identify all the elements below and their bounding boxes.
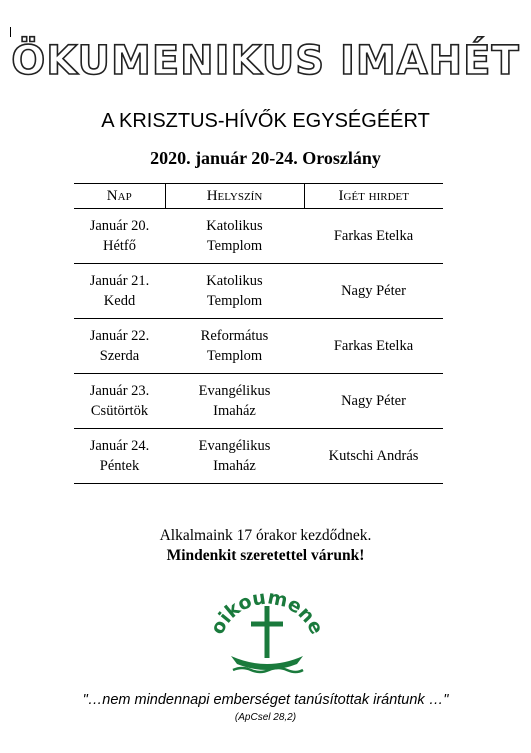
place-line1: Evangélikus [198,438,271,454]
date-text: Január 24. [89,438,150,454]
date-text: Január 21. [89,273,150,289]
weekday-text: Kedd [103,293,136,309]
table-header-row [74,184,443,209]
day-cell [74,374,165,429]
date-text: Január 23. [89,383,150,399]
page-title: ÖKUMENIKUS IMAHÉT [11,38,520,84]
header-preacher: Igét hirdet [304,184,443,209]
table-row [74,429,443,484]
oikoumene-logo [197,586,334,676]
weekday-text: Péntek [99,458,140,474]
place-cell [165,429,304,484]
bible-quote: "…nem mindennapi emberséget tanúsítottak irántunk …" [82,692,449,708]
weekday-text: Hétfő [102,238,136,254]
weekday-text: Szerda [99,348,140,364]
logo-wordmark: oikoumene [206,586,328,638]
place-line1: Evangélikus [198,383,271,399]
date-text: Január 22. [89,328,150,344]
place-line1: Katolikus [206,218,263,234]
day-cell [74,264,165,319]
place-cell [165,374,304,429]
header-place: Helyszín [165,184,304,209]
day-cell [74,319,165,374]
day-cell [74,209,165,264]
table-row [74,209,443,264]
table-row [74,319,443,374]
start-time-text: Alkalmaink 17 órakor kezdődnek. [159,527,372,544]
date-text: Január 20. [89,218,150,234]
place-line2: Templom [206,293,263,309]
preacher-cell: Nagy Péter [304,264,443,319]
schedule-table [74,183,443,484]
event-dateline: 2020. január 20-24. Oroszlány [150,148,381,168]
header-day: Nap [74,184,165,209]
welcome-text: Mindenkit szeretettel várunk! [166,547,365,564]
place-cell [165,264,304,319]
preacher-cell: Kutschi András [304,429,443,484]
place-line1: Katolikus [206,273,263,289]
place-line2: Imaház [213,458,256,474]
place-cell [165,319,304,374]
place-cell [165,209,304,264]
place-line2: Templom [206,348,263,364]
weekday-text: Csütörtök [90,403,149,419]
subtitle: A KRISZTUS-HÍVŐK EGYSÉGÉÉRT [101,110,430,132]
place-line2: Templom [206,238,263,254]
event-note [0,526,531,566]
place-line1: Református [200,328,269,344]
preacher-cell: Nagy Péter [304,374,443,429]
place-line2: Imaház [213,403,256,419]
day-cell [74,429,165,484]
preacher-cell: Farkas Etelka [304,209,443,264]
preacher-cell: Farkas Etelka [304,319,443,374]
table-row [74,264,443,319]
bible-reference: (ApCsel 28,2) [234,712,297,723]
table-row [74,374,443,429]
